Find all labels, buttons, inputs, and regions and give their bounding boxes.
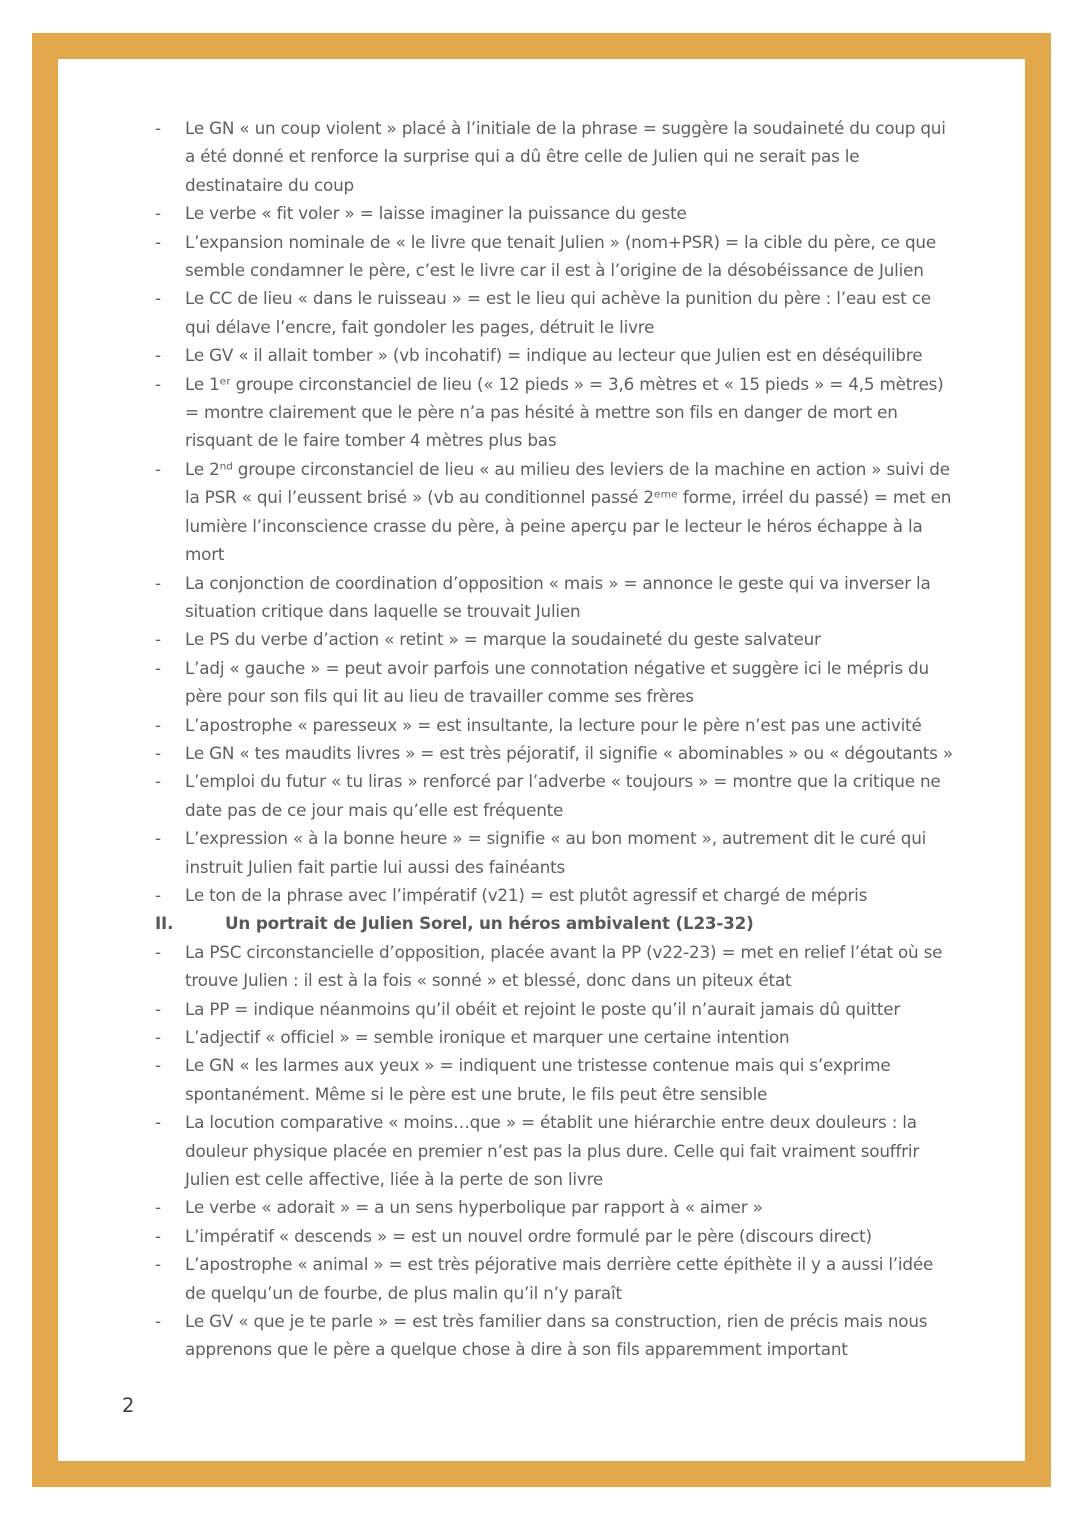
list-item xyxy=(155,739,958,767)
bullet-text: L’adjectif « officiel » = semble ironique et marquer une certaine intention xyxy=(185,1027,790,1047)
bullet-dash: - xyxy=(155,742,161,763)
bullet-text: L’emploi du futur « tu liras » renforcé par l’adverbe « toujours » = montre que la critique ne date pas de ce jour mais qu’elle est fréquente xyxy=(185,771,941,820)
bullet-text: Le GN « tes maudits livres » = est très péjoratif, il signifie « abominables » ou « dégoutants » xyxy=(185,742,953,763)
bullet-text: Le 2ⁿᵈ groupe circonstanciel de lieu « au milieu des leviers de la machine en action » suivi de la PSR « qui l’eussent brisé » (vb au conditionnel passé 2ᵉᵐᵉ forme, irréel du passé) = met en lumière l’inconscience crasse du père, à peine aperçu par le lecteur le héros échappe à la mort xyxy=(185,458,952,565)
list-item xyxy=(155,1307,958,1364)
bullet-dash: - xyxy=(155,1197,161,1218)
list-item xyxy=(155,199,958,227)
list-item xyxy=(155,341,958,369)
list-item xyxy=(155,114,958,199)
list-item xyxy=(155,711,958,739)
bullet-dash: - xyxy=(155,941,161,962)
bullet-text: La locution comparative « moins…que » = établit une hiérarchie entre deux douleurs : la douleur physique placée en premier n’est pas la plus dure. Celle qui fait vraiment souffrir Julien est celle affective, liée à la perte de son livre xyxy=(185,1112,920,1190)
bullet-text: L’expansion nominale de « le livre que tenait Julien » (nom+PSR) = la cible du père, ce que semble condamner le père, c’est le livre car il est à l’origine de la désobéissance de Julien xyxy=(185,231,936,281)
list-item xyxy=(155,228,958,285)
list-item xyxy=(155,455,958,569)
bullet-text: Le PS du verbe d’action « retint » = marque la soudaineté du geste salvateur xyxy=(185,629,821,650)
list-item xyxy=(155,370,958,455)
bullet-dash: - xyxy=(155,714,161,735)
bullet-text: La PSC circonstancielle d’opposition, placée avant la PP (v22-23) = met en relief l’état où se trouve Julien : il est à la fois « sonné » et blessé, donc dans un piteux état xyxy=(185,941,943,991)
bullet-dash: - xyxy=(155,1112,161,1133)
bullet-dash: - xyxy=(155,288,161,309)
bullet-dash: - xyxy=(155,998,161,1019)
bullet-text: L’impératif « descends » = est un nouvel ordre formulé par le père (discours direct) xyxy=(185,1225,872,1246)
list-item xyxy=(155,1108,958,1193)
bullet-dash: - xyxy=(155,203,161,224)
list-item xyxy=(155,1051,958,1108)
section-heading-number: II. xyxy=(155,913,174,934)
bullet-text: Le ton de la phrase avec l’impératif (v21) = est plutôt agressif et chargé de mépris xyxy=(185,884,868,905)
list-item xyxy=(155,938,958,995)
bullet-dash: - xyxy=(155,1225,161,1246)
bullet-dash: - xyxy=(155,828,161,849)
bullet-dash: - xyxy=(155,231,161,252)
bullet-text: Le GV « il allait tomber » (vb incohatif) = indique au lecteur que Julien est en déséquilibre xyxy=(185,345,923,366)
bullet-dash: - xyxy=(155,1027,161,1047)
list-item xyxy=(155,824,958,881)
list-item xyxy=(155,995,958,1023)
bullet-dash: - xyxy=(155,572,161,593)
bullet-dash: - xyxy=(155,771,161,792)
bullet-dash: - xyxy=(155,118,161,138)
list-item xyxy=(155,1250,958,1307)
list-item xyxy=(155,1193,958,1221)
list-item xyxy=(155,284,958,341)
bullet-dash: - xyxy=(155,1254,161,1275)
list-item xyxy=(155,569,958,626)
bullet-text: Le GV « que je te parle » = est très familier dans sa construction, rien de précis mais nous apprenons que le père a quelque chose à dire à son fils apparemment important xyxy=(185,1311,928,1360)
bullet-dash: - xyxy=(155,657,161,678)
bullet-text: Le CC de lieu « dans le ruisseau » = est le lieu qui achève la punition du père : l’eau est ce qui délave l’encre, fait gondoler les pages, détruit le livre xyxy=(185,288,931,337)
bullet-text: Le verbe « adorait » = a un sens hyperbolique par rapport à « aimer » xyxy=(185,1197,763,1218)
bullet-dash: - xyxy=(155,373,161,394)
bullet-dash: - xyxy=(155,1311,161,1332)
bullet-dash: - xyxy=(155,458,161,479)
bullet-dash: - xyxy=(155,1055,161,1076)
list-item xyxy=(155,625,958,653)
bullet-text: L’apostrophe « paresseux » = est insultante, la lecture pour le père n’est pas une activité xyxy=(185,714,922,735)
content-list xyxy=(155,114,958,1364)
bullet-text: La conjonction de coordination d’opposition « mais » = annonce le geste qui va inverser la situation critique dans laquelle se trouvait Julien xyxy=(185,572,931,621)
list-item xyxy=(155,881,958,909)
bullet-text: Le GN « les larmes aux yeux » = indiquent une tristesse contenue mais qui s’exprime spontanément. Même si le père est une brute, le fils peut être sensible xyxy=(185,1055,891,1104)
section-heading xyxy=(155,909,958,937)
list-item xyxy=(155,1023,958,1051)
bullet-dash: - xyxy=(155,345,161,366)
bullet-text: Le GN « un coup violent » placé à l’initiale de la phrase = suggère la soudaineté du coup qui a été donné et renforce la surprise qui a dû être celle de Julien qui ne serait pas le destinataire du coup xyxy=(185,118,946,195)
bullet-text: L’expression « à la bonne heure » = signifie « au bon moment », autrement dit le curé qui instruit Julien fait partie lui aussi des fainéants xyxy=(185,828,927,877)
bullet-text: Le verbe « fit voler » = laisse imaginer la puissance du geste xyxy=(185,203,687,224)
section-heading-title: Un portrait de Julien Sorel, un héros ambivalent (L23-32) xyxy=(225,913,754,934)
list-item xyxy=(155,654,958,711)
list-item xyxy=(155,1222,958,1250)
list-item xyxy=(155,767,958,824)
bullet-dash: - xyxy=(155,884,161,905)
bullet-text: L’adj « gauche » = peut avoir parfois une connotation négative et suggère ici le mépris du père pour son fils qui lit au lieu de travailler comme ses frères xyxy=(185,657,929,707)
bullet-text: La PP = indique néanmoins qu’il obéit et rejoint le poste qu’il n’aurait jamais dû quitter xyxy=(185,998,901,1019)
page-number: 2 xyxy=(122,1394,135,1417)
bullet-text: Le 1ᵉʳ groupe circonstanciel de lieu (« 12 pieds » = 3,6 mètres et « 15 pieds » = 4,5 mètres) = montre clairement que le père n’a pas hésité à mettre son fils en danger de mort en risquant de le faire tomber 4 mètres plus bas xyxy=(185,373,944,451)
bullet-dash: - xyxy=(155,629,161,650)
bullet-text: L’apostrophe « animal » = est très péjorative mais derrière cette épithète il y a aussi l’idée de quelqu’un de fourbe, de plus malin qu’il n’y paraît xyxy=(185,1254,934,1303)
